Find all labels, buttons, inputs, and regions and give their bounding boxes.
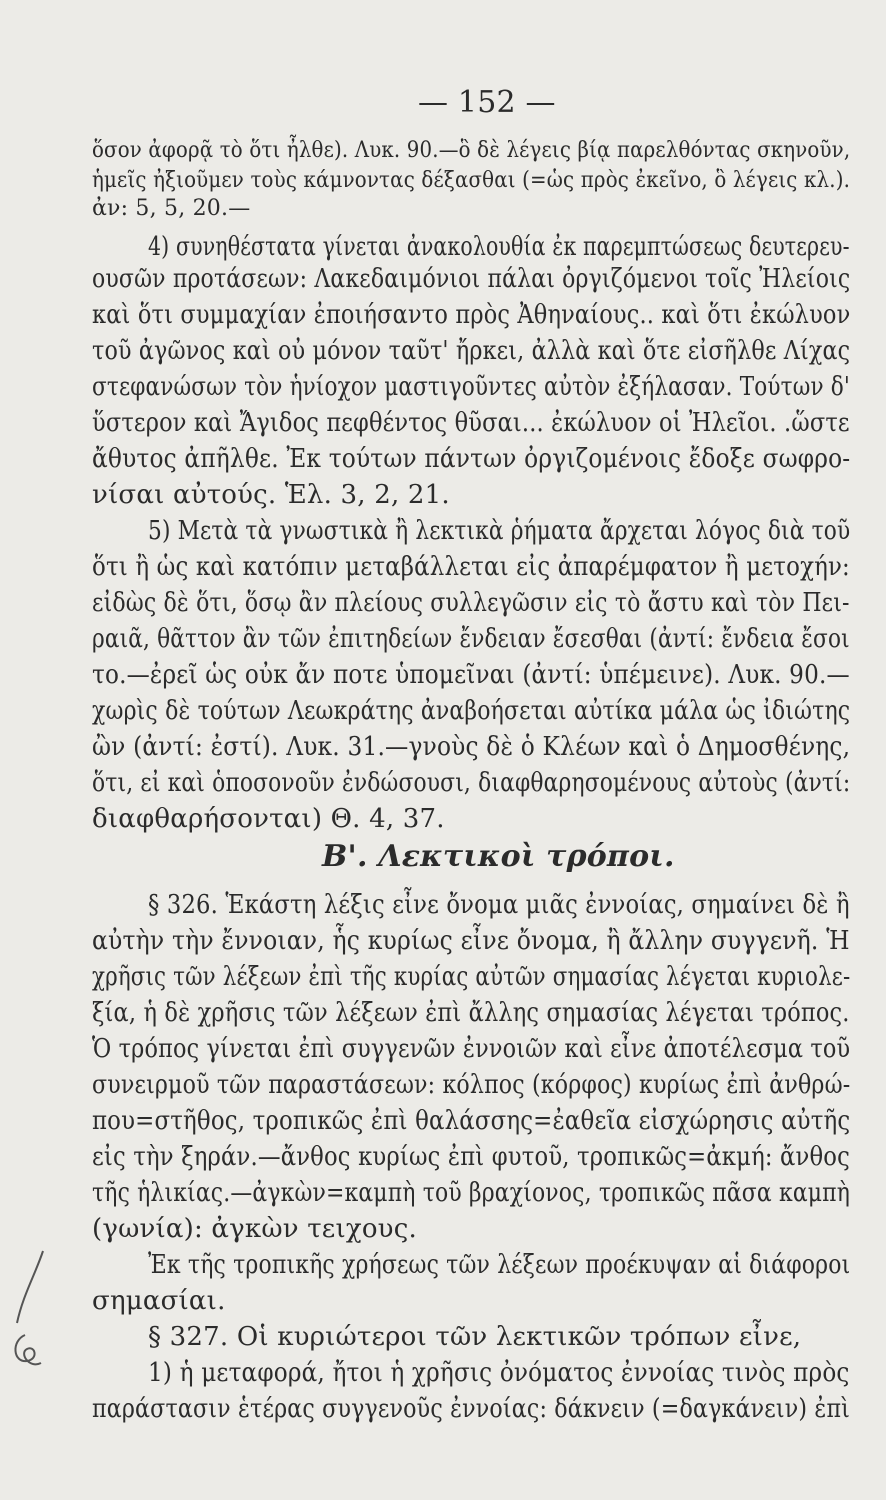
text-line: ξία, ἡ δὲ χρῆσις τῶν λέξεων ἐπὶ ἄλλης σημασίας λέγεται τρόπος. [92,998,850,1028]
text-line: εἰδὼς δὲ ὅτι, ὅσῳ ἂν πλείους συλλεγῶσιν εἰς τὸ ἄστυ καὶ τὸν Πει- [92,588,850,618]
text-line: παράστασιν ἑτέρας συγγενοῦς ἐννοίας: δάκνειν (=δαγκάνειν) ἐπὶ [92,1394,851,1424]
text-line: ἀν: 5, 5, 20.— [92,196,251,221]
section-heading: Β'. Λεκτικοὶ τρόποι. [322,839,675,874]
text-line: ὢν (ἀντί: ἐστί). Λυκ. 31.—γνοὺς δὲ ὁ Κλέων καὶ ὁ Δημοσθένης, [92,732,851,762]
text-line: ὅτι, εἰ καὶ ὁποσονοῦν ἐνδώσουσι, διαφθαρησομένους αὐτοὺς (ἀντί: [92,768,851,798]
text-line: νίσαι αὐτούς. Ἑλ. 3, 2, 21. [92,480,450,510]
text-line: χρῆσις τῶν λέξεων ἐπὶ τῆς κυρίας αὐτῶν σημασίας λέγεται κυριολε- [92,962,851,992]
text-line: (γωνία): ἀγκὼν τειχους. [92,1214,417,1244]
page-number: — 152 — [418,85,556,120]
text-line: στεφανώσων τὸν ἡνίοχον μαστιγοῦντες αὐτὸν ἐξήλασαν. Τούτων δ' [92,372,850,402]
text-line: ὕστερον καὶ Ἄγιδος πεφθέντος θῦσαι... ἐκώλυον οἱ Ἠλεῖοι. .ὥστε [92,408,850,438]
text-line: § 326. Ἑκάστη λέξις εἶνε ὄνομα μιᾶς ἐννοίας, σημαίνει δὲ ἢ [148,890,850,920]
text-line: Ὁ τρόπος γίνεται ἐπὶ συγγενῶν ἐννοιῶν καὶ εἶνε ἀποτέλεσμα τοῦ [92,1034,851,1064]
text-line: τῆς ἡλικίας.—ἀγκὼν=καμπὴ τοῦ βραχίονος, τροπικῶς πᾶσα καμπὴ [92,1178,851,1208]
text-line: τοῦ ἀγῶνος καὶ οὐ μόνον ταῦτ' ἤρκει, ἀλλὰ καὶ ὅτε εἰσῆλθε Λίχας [92,336,851,366]
text-line: § 327. Οἱ κυριώτεροι τῶν λεκτικῶν τρόπων εἶνε, [148,1322,802,1352]
text-line: καὶ ὅτι συμμαχίαν ἐποιήσαντο πρὸς Ἀθηναίους.. καὶ ὅτι ἐκώλυον [92,300,851,330]
text-line: ὅσον ἀφορᾷ τὸ ὅτι ἦλθε). Λυκ. 90.—ὃ δὲ λέγεις βίᾳ παρελθόντας σκηνοῦν, [92,138,851,163]
text-line: συνειρμοῦ τῶν παραστάσεων: κόλπος (κόρφος) κυρίως ἐπὶ ἀνθρώ- [92,1070,851,1100]
text-line: ὅτι ἢ ὡς καὶ κατόπιν μεταβάλλεται εἰς ἀπαρέμφατον ἢ μετοχήν: [92,552,850,582]
text-line: 1) ἡ μεταφορά, ἤτοι ἡ χρῆσις ὀνόματος ἐννοίας τινὸς πρὸς [148,1358,850,1388]
text-line: σημασίαι. [92,1286,226,1316]
text-line: εἰς τὴν ξηράν.—ἄνθος κυρίως ἐπὶ φυτοῦ, τροπικῶς=ἀκμή: ἄνθος [92,1142,851,1172]
text-line: ἡμεῖς ἠξιοῦμεν τοὺς κάμνοντας δέξασθαι (=ὡς πρὸς ἐκεῖνο, ὃ λέγεις κλ.). [92,168,851,193]
text-line: ραιᾶ, θᾶττον ἂν τῶν ἐπιτηδείων ἔνδειαν ἔσεσθαι (ἀντί: ἔνδεια ἔσοι [92,624,850,654]
text-line: 4) συνηθέστατα γίνεται ἀνακολουθία ἐκ παρεμπτώσεως δευτερευ- [148,232,850,262]
text-line: χωρὶς δὲ τούτων Λεωκράτης ἀναβοήσεται αὐτίκα μάλα ὡς ἰδιώτης [92,696,851,726]
text-line: 5) Μετὰ τὰ γνωστικὰ ἢ λεκτικὰ ῥήματα ἄρχεται λόγος διὰ τοῦ [148,516,851,546]
pencil-mark-icon [5,1245,65,1375]
text-line: ουσῶν προτάσεων: Λακεδαιμόνιοι πάλαι ὀργιζόμενοι τοῖς Ἠλείοις [92,264,851,294]
text-line: Ἐκ τῆς τροπικῆς χρήσεως τῶν λέξεων προέκυψαν αἱ διάφοροι [148,1250,851,1280]
text-line: διαφθαρήσονται) Θ. 4, 37. [92,804,445,834]
text-line: που=στῆθος, τροπικῶς ἐπὶ θαλάσσης=ἐαθεῖα εἰσχώρησις αὐτῆς [92,1106,851,1136]
text-line: το.—ἐρεῖ ὡς οὐκ ἄν ποτε ὑπομεῖναι (ἀντί: ὑπέμεινε). Λυκ. 90.— [92,660,850,690]
text-line: αὐτὴν τὴν ἔννοιαν, ἧς κυρίως εἶνε ὄνομα, ἢ ἄλλην συγγενῆ. Ἡ [92,926,850,956]
text-line: ἄθυτος ἀπῆλθε. Ἐκ τούτων πάντων ὀργιζομένοις ἔδοξε σωφρο- [92,444,851,474]
